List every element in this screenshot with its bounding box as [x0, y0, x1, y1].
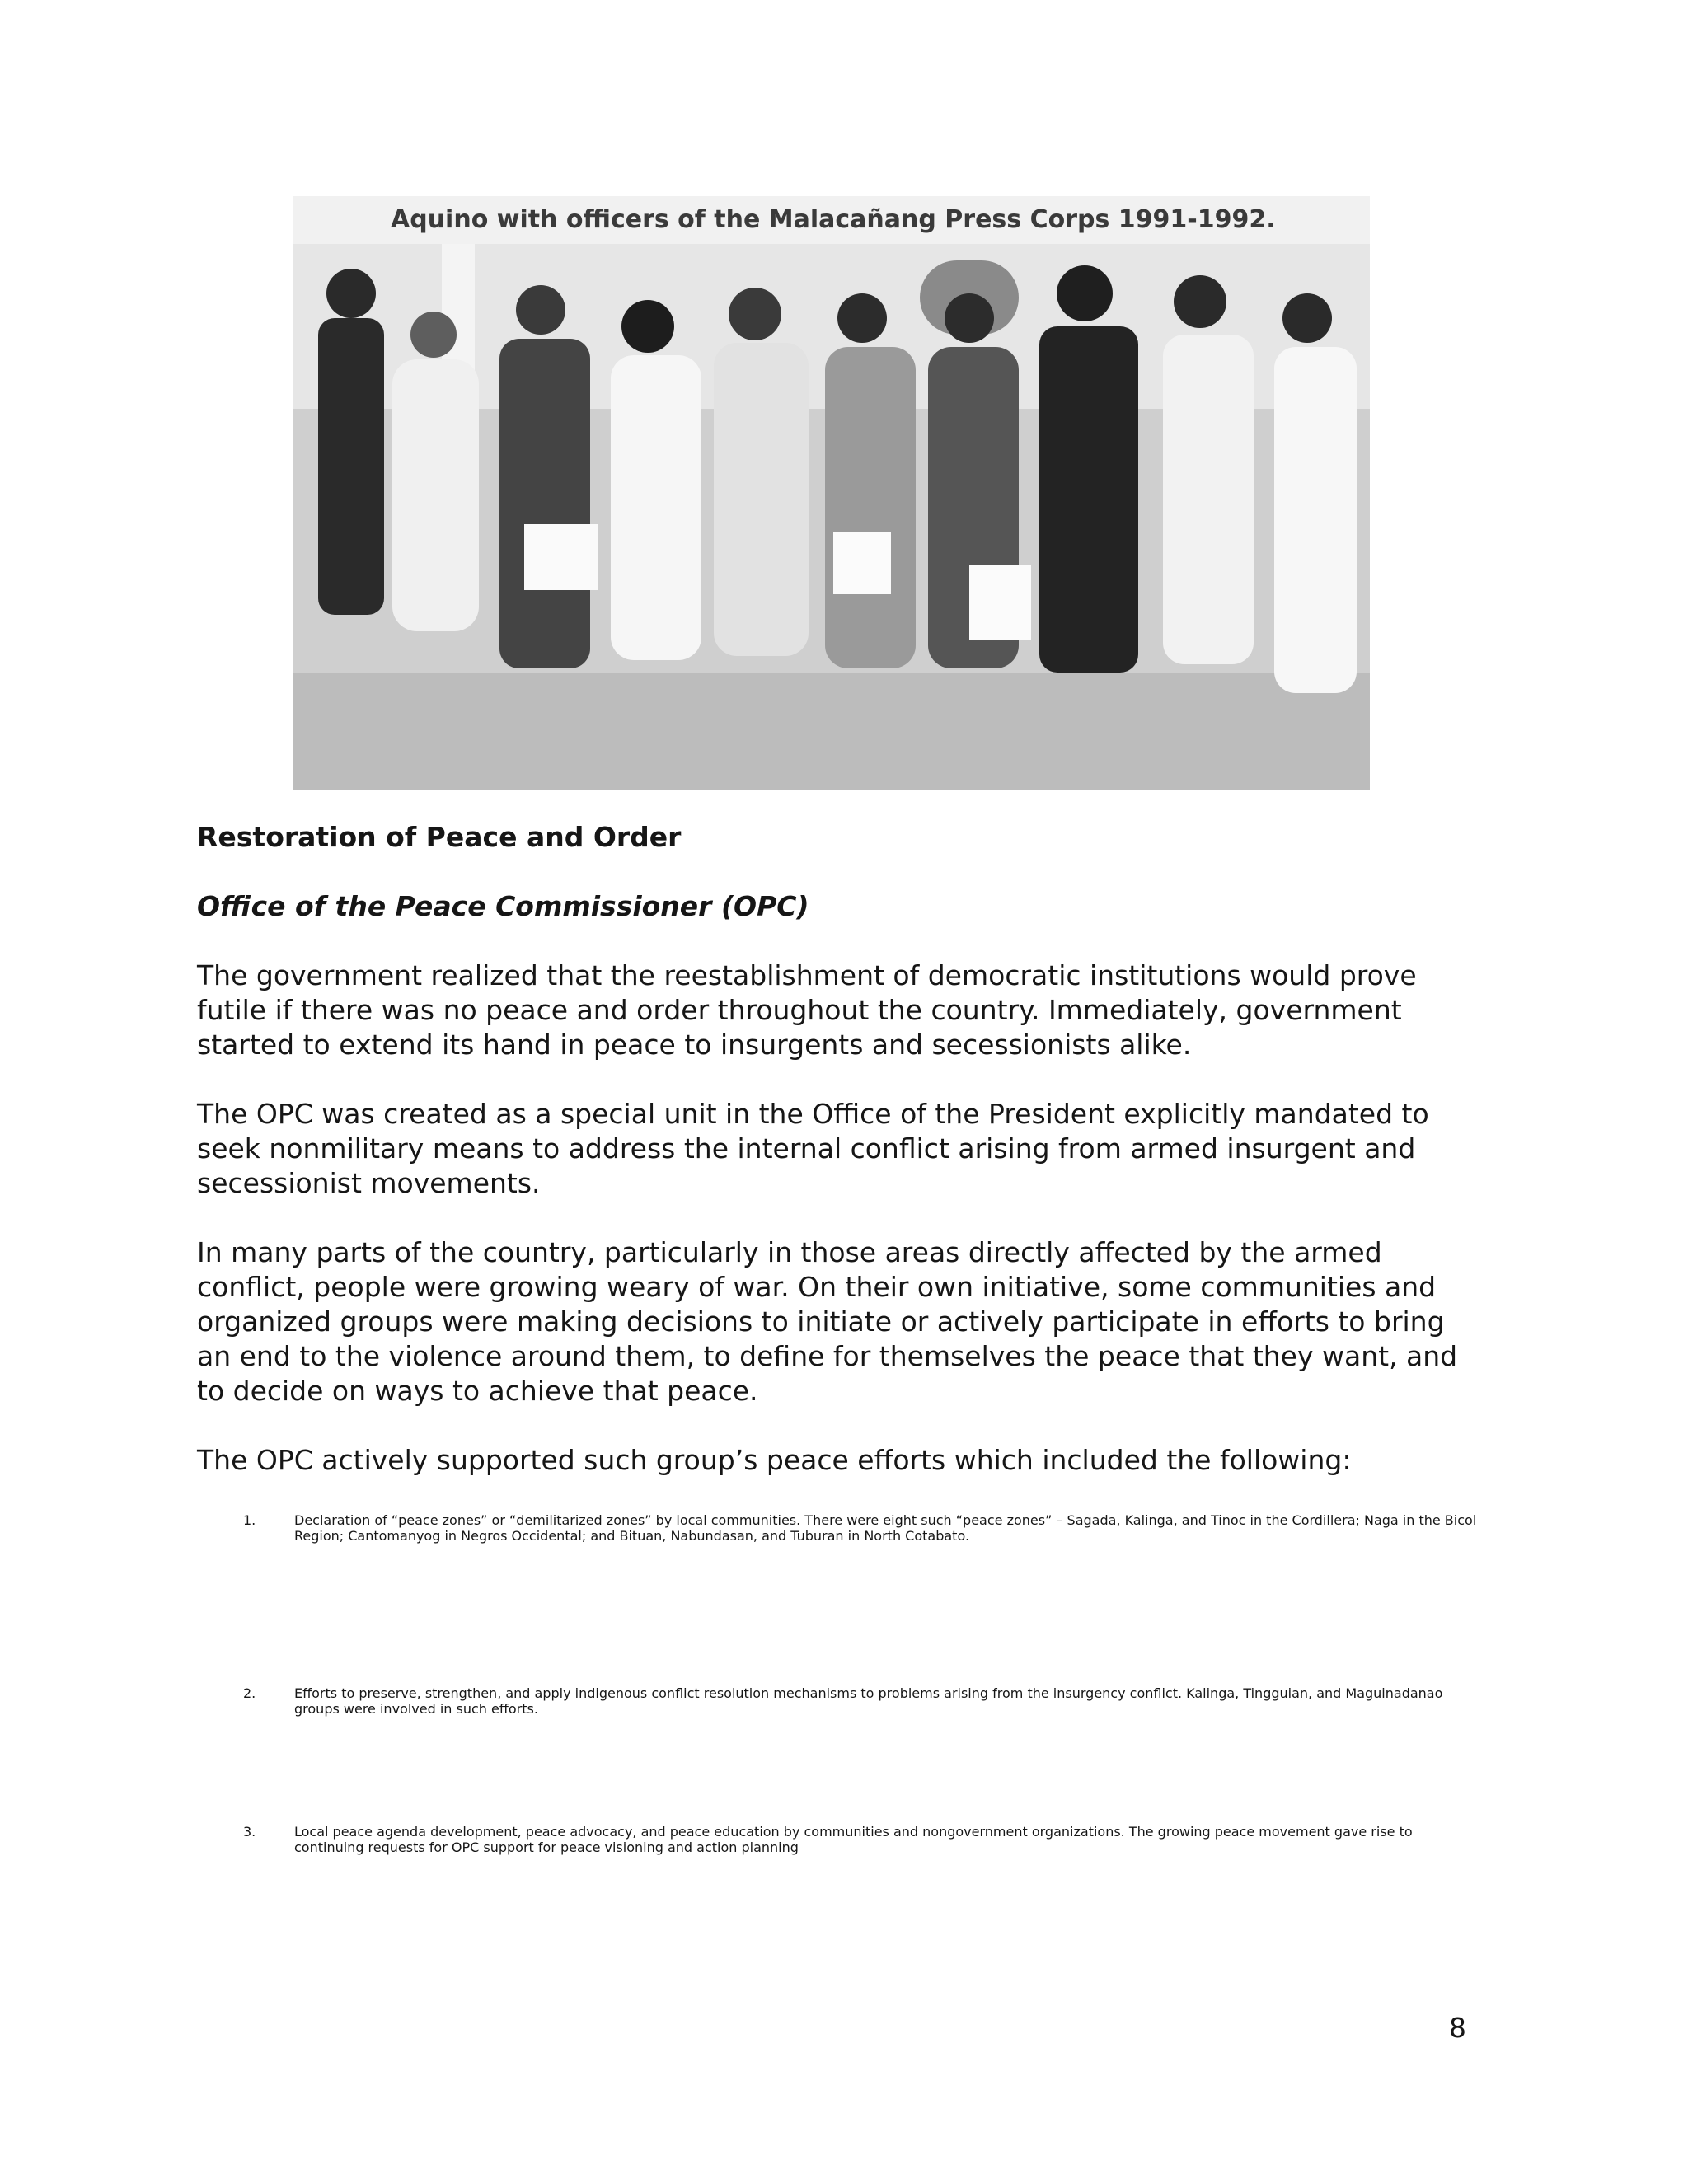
photo	[293, 196, 1370, 790]
list-item-text: Declaration of “peace zones” or “demilitarized zones” by local communities. There were eight such “peace zones” – Sagada, Kalinga, and Tinoc in the Cordillera; Naga in the Bicol Region; Cantomanyog in Negros Occidental; and Bituan, Nabundasan, and Tuburan in North Cotabato.	[294, 1512, 1477, 1544]
list-item-text: Local peace agenda development, peace advocacy, and peace education by communities and nongovernment organizations. The growing peace movement gave rise to continuing requests for OPC support for peace visioning and action planning	[294, 1824, 1413, 1855]
list-item-number: 2.	[243, 1685, 256, 1701]
subsection-title: Office of the Peace Commissioner (OPC)	[197, 890, 809, 922]
list-item-number: 3.	[243, 1824, 256, 1840]
paragraph: The OPC was created as a special unit in the Office of the President explicitly mandated to seek nonmilitary means to address the internal conflict arising from armed insurgent and secessionist movements.	[197, 1098, 1429, 1199]
page-number: 8	[1449, 2012, 1466, 2044]
paragraph: The government realized that the reestablishment of democratic institutions would prove futile if there was no peace and order throughout the country. Immediately, government started to extend its hand in peace to insurgents and secessionists alike.	[197, 959, 1417, 1061]
paragraph: In many parts of the country, particularly in those areas directly affected by the armed conflict, people were growing weary of war. On their own initiative, some communities and organized groups were making decisions to initiate or actively participate in efforts to bring an end to the violence around them, to define for themselves the peace that they want, and to decide on ways to achieve that peace.	[197, 1236, 1458, 1407]
paragraph: The OPC actively supported such group’s peace efforts which included the following:	[197, 1444, 1352, 1476]
group-photo-image	[293, 244, 1370, 790]
list-item-number: 1.	[243, 1512, 256, 1528]
section-title: Restoration of Peace and Order	[197, 821, 682, 853]
list-item-text: Efforts to preserve, strengthen, and apply indigenous conflict resolution mechanisms to problems arising from the insurgency conflict. Kalinga, Tingguian, and Maguinadanao groups were involved in such efforts.	[294, 1685, 1443, 1717]
photo-caption: Aquino with officers of the Malacañang Press Corps 1991-1992.	[293, 196, 1370, 244]
